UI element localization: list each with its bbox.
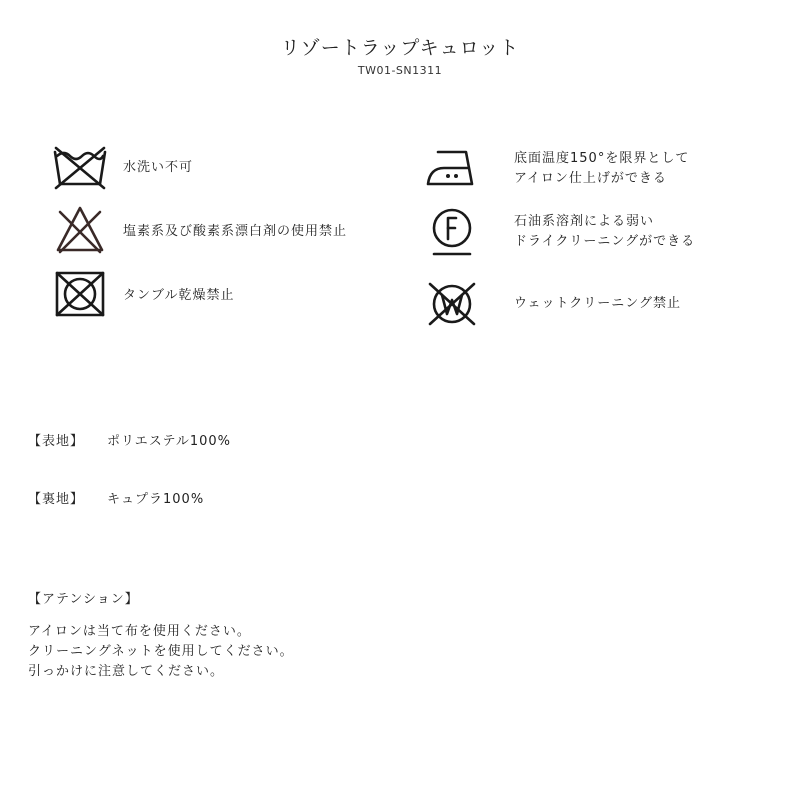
outer-fabric-label: 【表地】	[28, 434, 85, 449]
tumble-text: タンブル乾燥禁止	[123, 288, 235, 303]
bleach-text: 塩素系及び酸素系漂白剤の使用禁止	[123, 224, 348, 239]
no-bleach-icon	[50, 204, 110, 256]
wetclean-text: ウェットクリーニング禁止	[514, 296, 681, 311]
dry-clean-f-icon	[422, 206, 482, 258]
iron-text-line1: 底面温度150°を限界として	[514, 151, 690, 166]
iron-text-line2: アイロン仕上げができる	[514, 171, 667, 186]
no-tumble-dry-icon	[50, 268, 110, 320]
no-wet-clean-icon	[422, 278, 482, 330]
product-code: TW01-SN1311	[357, 64, 443, 77]
lining-fabric-label: 【裏地】	[28, 492, 85, 507]
attention-line-3: 引っかけに注意してください。	[28, 664, 225, 679]
wash-text: 水洗い不可	[123, 160, 194, 175]
attention-line-1: アイロンは当て布を使用ください。	[28, 624, 251, 639]
dryclean-text-line2: ドライクリーニングができる	[514, 234, 696, 249]
dryclean-text-line1: 石油系溶剤による弱い	[514, 214, 655, 229]
no-wash-icon	[50, 142, 110, 194]
product-title: リゾートラップキュロット	[280, 37, 520, 59]
lining-fabric-value: キュプラ100%	[107, 492, 205, 507]
attention-heading: 【アテンション】	[28, 592, 139, 607]
iron-medium-icon	[422, 142, 482, 194]
attention-line-2: クリーニングネットを使用してください。	[28, 644, 294, 659]
outer-fabric-value: ポリエステル100%	[107, 434, 231, 449]
